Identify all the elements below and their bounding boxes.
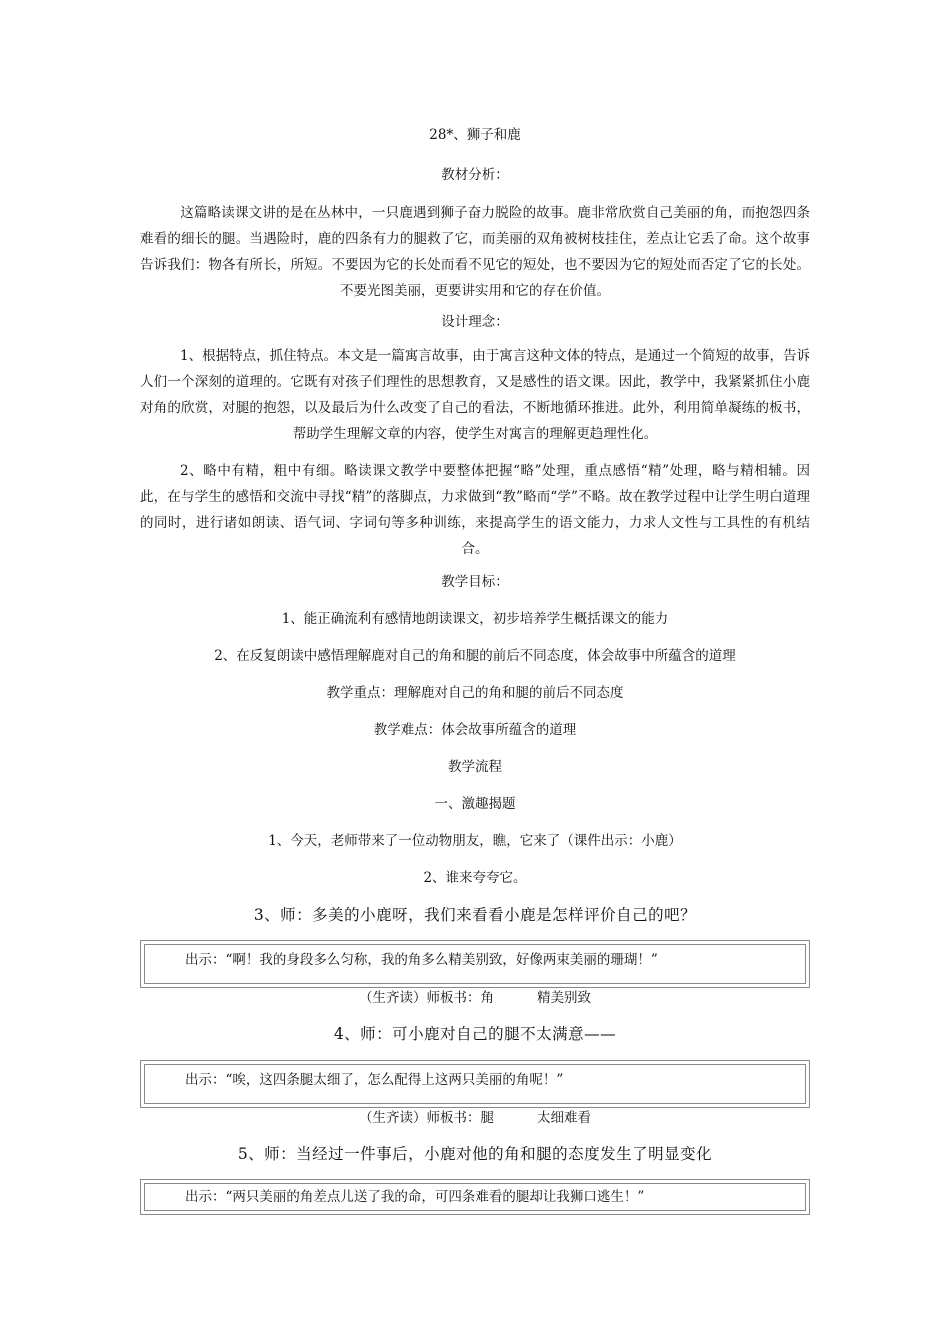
- concept-paragraph-1: [140, 343, 810, 447]
- quote-text-3: 出示：“两只美丽的角差点儿送了我的命，可四条难看的腿却让我狮口逃生！”: [144, 1183, 806, 1211]
- quote-box-2: [140, 1060, 810, 1108]
- concept-heading: 设计理念：: [441, 314, 509, 330]
- concept-text-2: 2、略中有精，粗中有细。略读课文教学中要整体把握“略”处理，重点感悟“精”处理，略与精相辅。因此，在与学生的感悟和交流中寻找“精”的落脚点，力求做到“教”略而“学”不略。故在教学过程中让学生明白道理的同时，进行诸如朗读、语气词、字词句等多种训练，来提高学生的语文能力，力求人文性与工具性的有机结合。: [140, 463, 810, 557]
- analysis-text: 这篇略读课文讲的是在丛林中，一只鹿遇到狮子奋力脱险的故事。鹿非常欣赏自己美丽的角，而抱怨四条难看的细长的腿。当遇险时，鹿的四条有力的腿救了它，而美丽的双角被树枝挂住，差点让它丢了命。这个故事告诉我们：物各有所长，所短。不要因为它的长处而看不见它的短处，也不要因为它的短处而否定了它的长处。不要光图美丽，更要讲实用和它的存在价值。: [140, 205, 810, 299]
- step-5: 5、师：当经过一件事后，小鹿对他的角和腿的态度发生了明显变化: [237, 1145, 713, 1163]
- concept-text-1: 1、根据特点，抓住特点。本文是一篇寓言故事，由于寓言这种文体的特点，是通过一个简短的故事，告诉人们一个深刻的道理的。它既有对孩子们理性的思想教育，又是感性的语文课。因此，教学中，我紧紧抓住小鹿对角的欣赏，对腿的抱怨，以及最后为什么改变了自己的看法，不断地循环推进。此外，利用简单凝练的板书，帮助学生理解文章的内容，使学生对寓言的理解更趋理性化。: [140, 348, 810, 442]
- goals-heading: 教学目标：: [441, 574, 509, 590]
- step-4: 4、师：可小鹿对自己的腿不太满意——: [333, 1025, 617, 1043]
- teaching-difficulty: 教学难点：体会故事所蕴含的道理: [373, 722, 577, 738]
- step-3: 3、师：多美的小鹿呀，我们来看看小鹿是怎样评价自己的吧？: [253, 906, 697, 924]
- step-1: 1、今天，老师带来了一位动物朋友，瞧，它来了（课件出示：小鹿）: [268, 833, 682, 849]
- step-2: 2、谁来夸夸它。: [423, 870, 527, 886]
- goal-item-2: 2、在反复朗读中感悟理解鹿对自己的角和腿的前后不同态度，体会故事中所蕴含的道理: [214, 648, 736, 664]
- section-heading: 一、激趣揭题: [434, 796, 516, 812]
- quote-box-1: [140, 940, 810, 988]
- analysis-heading: 教材分析：: [441, 167, 509, 183]
- quote-text-2: 出示：“唉，这四条腿太细了，怎么配得上这两只美丽的角呢！”: [144, 1064, 806, 1104]
- concept-paragraph-2: [140, 458, 810, 562]
- quote-text-1: 出示：“啊！我的身段多么匀称，我的角多么精美别致，好像两束美丽的珊瑚！”: [144, 944, 806, 984]
- teaching-focus: 教学重点：理解鹿对自己的角和腿的前后不同态度: [326, 685, 624, 701]
- quote-box-3: [140, 1179, 810, 1215]
- flow-heading: 教学流程: [448, 759, 502, 775]
- board-note-1: （生齐读）师板书：角 精美别致: [359, 990, 591, 1006]
- board-note-2: （生齐读）师板书：腿 太细难看: [359, 1110, 591, 1126]
- goal-item-1: 1、能正确流利有感情地朗读课文，初步培养学生概括课文的能力: [281, 611, 669, 627]
- page-title: 28*、狮子和鹿: [429, 127, 521, 143]
- analysis-paragraph: [140, 200, 810, 304]
